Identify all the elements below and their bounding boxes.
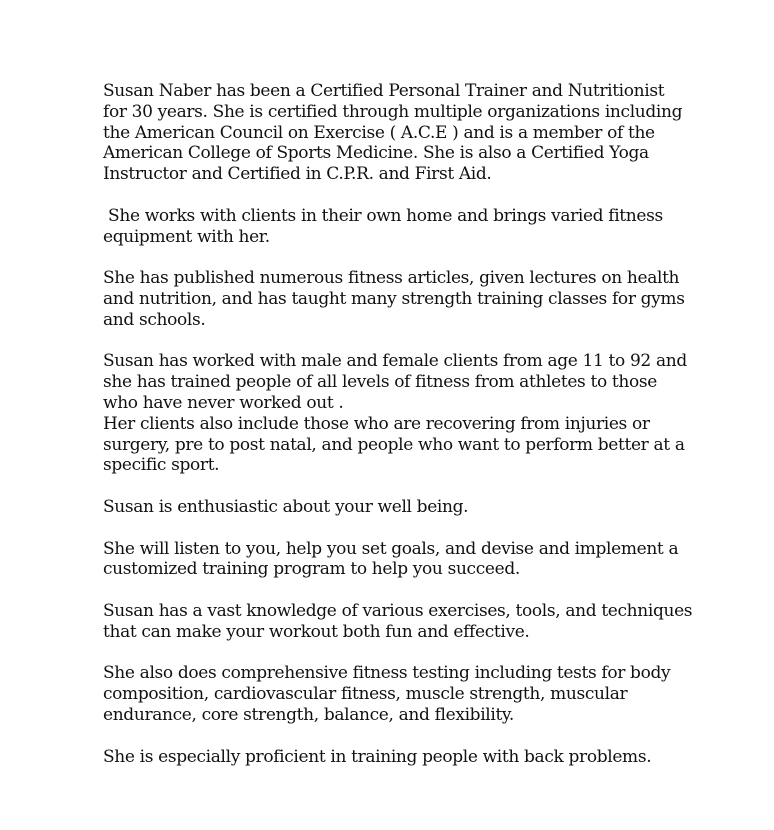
text-line: Susan is enthusiastic about your well being.: [103, 496, 469, 517]
text-line: who have never worked out .: [103, 392, 344, 413]
text-line: Susan Naber has been a Certified Personal Trainer and Nutritionist: [103, 81, 665, 101]
text-line: specific sport.: [103, 455, 220, 476]
text-line: She also does comprehensive fitness testing including tests for body: [103, 663, 671, 684]
text-line: and nutrition, and has taught many strength training classes for gyms: [103, 288, 685, 309]
text-line: endurance, core strength, balance, and flexibility.: [103, 704, 514, 725]
paragraph-clients-ages: [103, 351, 703, 413]
text-line: surgery, pre to post natal, and people who want to perform better at a: [103, 434, 685, 455]
text-line: American College of Sports Medicine. She is also a Certified Yoga: [103, 143, 649, 164]
paragraph-publications: [103, 268, 703, 330]
text-line: the American Council on Exercise ( A.C.E ) and is a member of the: [103, 122, 655, 143]
text-line: that can make your workout both fun and effective.: [103, 621, 530, 642]
text-line: equipment with her.: [103, 226, 270, 247]
text-line: Susan has worked with male and female clients from age 11 to 92 and: [103, 351, 687, 372]
paragraph-enthusiasm: [103, 497, 703, 518]
text-line: Susan has a vast knowledge of various exercises, tools, and techniques: [103, 600, 693, 621]
text-line: she has trained people of all levels of fitness from athletes to those: [103, 372, 657, 393]
text-line: customized training program to help you succeed.: [103, 559, 520, 580]
text-line: for 30 years. She is certified through multiple organizations including: [103, 101, 683, 122]
trainer-bio: [103, 81, 703, 767]
paragraph-credentials: [103, 81, 703, 185]
text-line: She will listen to you, help you set goals, and devise and implement a: [103, 538, 679, 559]
paragraph-knowledge: [103, 601, 703, 643]
text-line: Instructor and Certified in C.P.R. and First Aid.: [103, 164, 492, 185]
paragraph-goals: [103, 539, 703, 581]
paragraph-fitness-testing: [103, 663, 703, 725]
text-line: composition, cardiovascular fitness, muscle strength, muscular: [103, 684, 628, 705]
text-line: She works with clients in their own home and brings varied fitness: [103, 205, 663, 226]
text-line: She has published numerous fitness articles, given lectures on health: [103, 268, 680, 289]
text-line: and schools.: [103, 309, 206, 330]
paragraph-clients-recovery: [103, 414, 703, 476]
paragraph-in-home: [103, 206, 703, 248]
text-line: She is especially proficient in training people with back problems.: [103, 746, 652, 767]
text-line: Her clients also include those who are recovering from injuries or: [103, 413, 650, 434]
paragraph-back-problems: [103, 747, 703, 768]
